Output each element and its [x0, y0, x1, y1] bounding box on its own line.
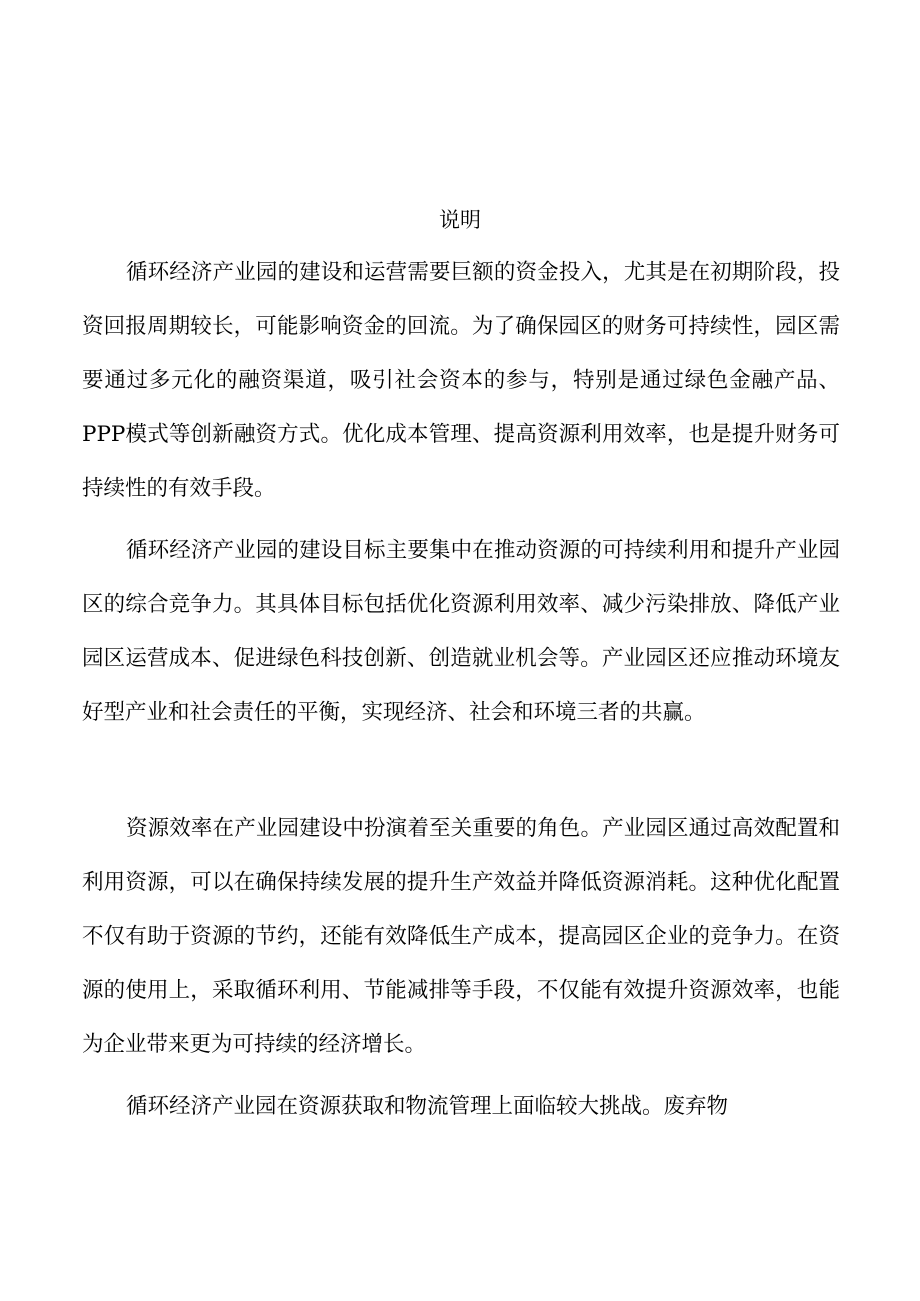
paragraph-resource-efficiency: 资源效率在产业园建设中扮演着至关重要的角色。产业园区通过高效配置和利用资源，可以在确保持续发展的提升生产效益并降低资源消耗。这种优化配置不仅有助于资源的节约，还能有效降低生产成本，提高园区企业的竞争力。在资源的使用上，采取循环利用、节能减排等手段，不仅能有效提升资源效率，也能为企业带来更为可持续的经济增长。	[82, 816, 840, 1057]
paragraph-goals: 循环经济产业园的建设目标主要集中在推动资源的可持续利用和提升产业园区的综合竞争力。其具体目标包括优化资源利用效率、减少污染排放、降低产业园区运营成本、促进绿色科技创新、创造就业机会等。产业园区还应推动环境友好型产业和社会责任的平衡，实现经济、社会和环境三者的共赢。	[82, 538, 840, 725]
paragraph-financing: 循环经济产业园的建设和运营需要巨额的资金投入，尤其是在初期阶段，投资回报周期较长，可能影响资金的回流。为了确保园区的财务可持续性，园区需要通过多元化的融资渠道，吸引社会资本的参与，特别是通过绿色金融产品、PPP模式等创新融资方式。优化成本管理、提高资源利用效率，也是提升财务可持续性的有效手段。	[82, 260, 840, 501]
paragraph-logistics: 循环经济产业园在资源获取和物流管理上面临较大挑战。废弃物	[126, 1094, 729, 1119]
document-title: 说明	[439, 208, 481, 232]
